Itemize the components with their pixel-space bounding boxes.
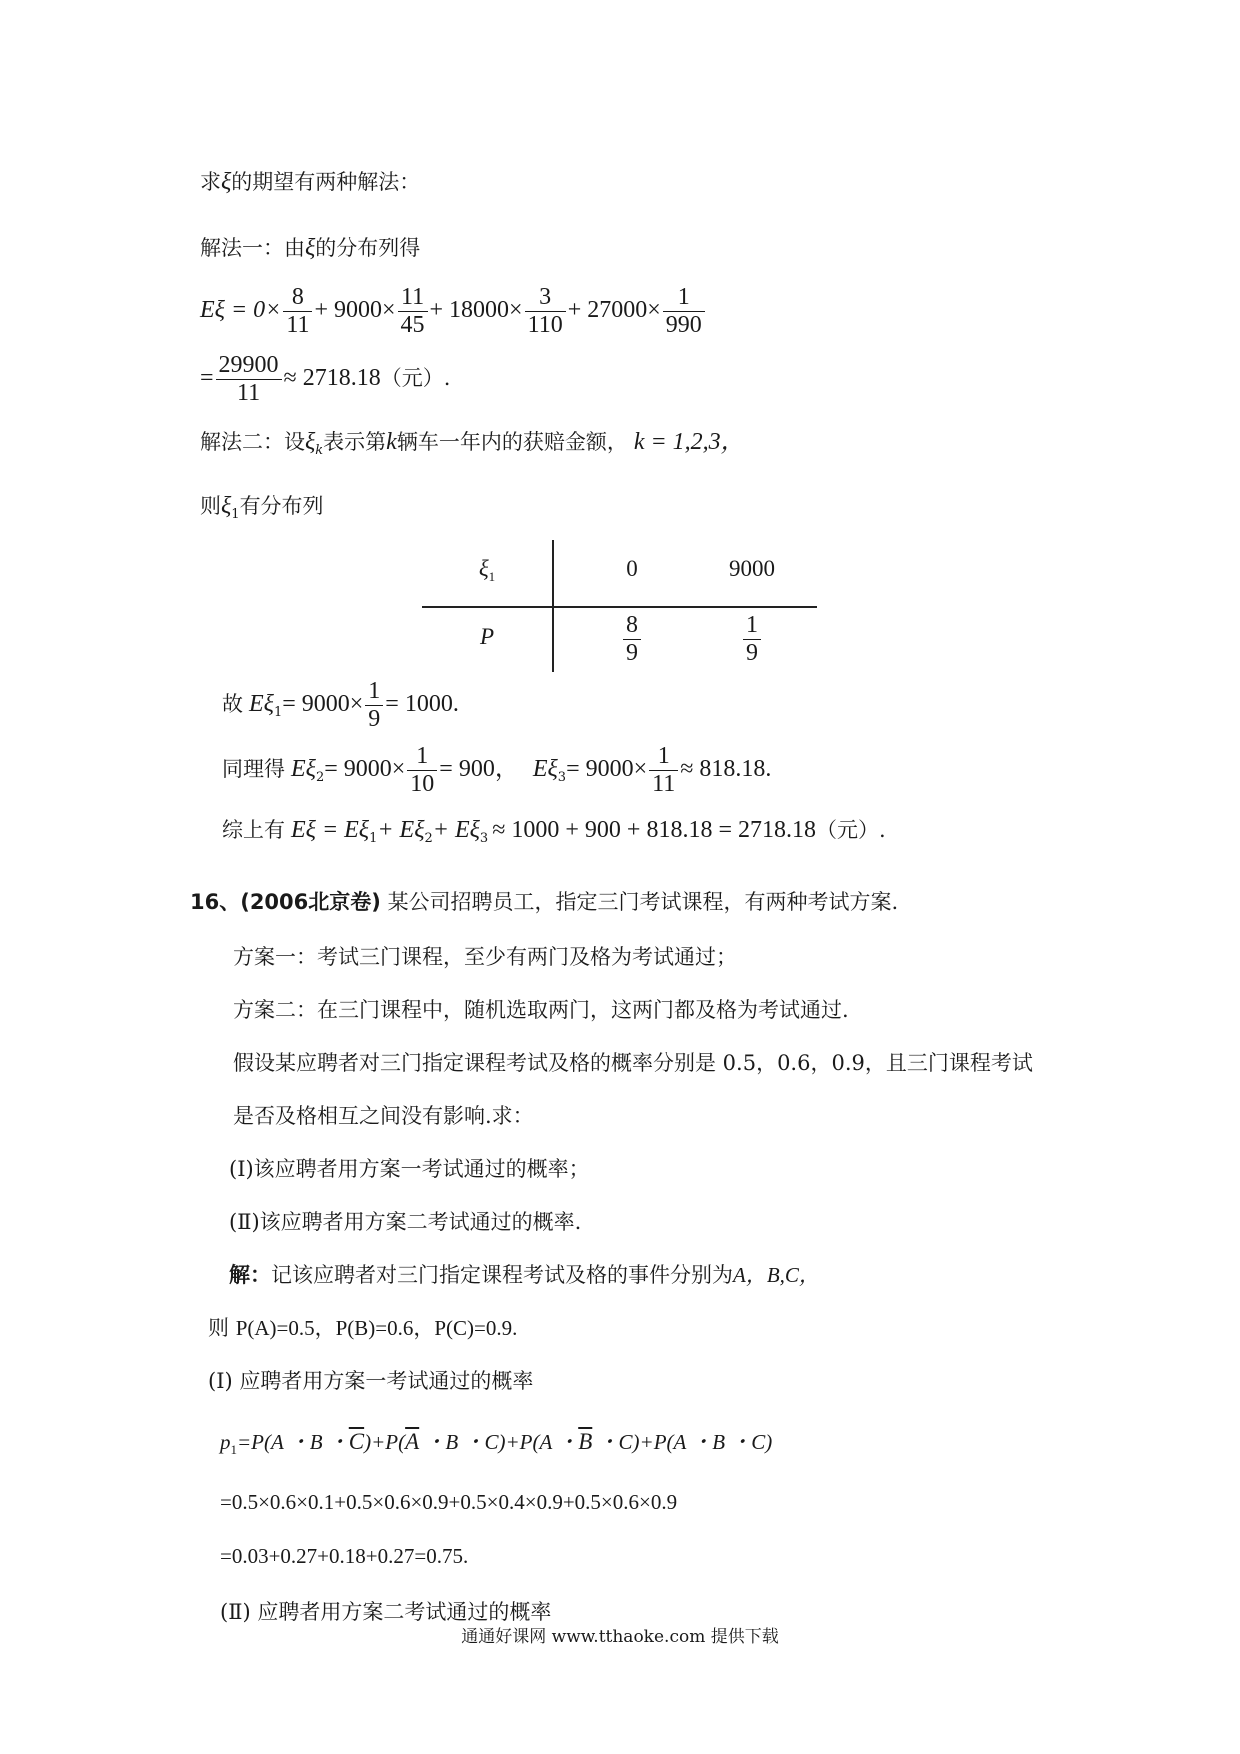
question-1: (Ⅰ)该应聘者用方案一考试通过的概率； — [229, 1157, 590, 1181]
calc-line-2: =0.03+0.27+0.18+0.27=0.75. — [220, 1544, 469, 1568]
expectation-formula-2: = $\frac{29900}{11}$ ≈ 2718.18（元）. — [200, 351, 451, 406]
solution-part-2: (Ⅱ) 应聘者用方案二考试通过的概率 — [220, 1600, 552, 1624]
question-2: (Ⅱ)该应聘者用方案二考试通过的概率. — [229, 1210, 582, 1234]
expectation-formula-1: Eξ = 0× $\frac{8}{11}$ + 9000× $\frac{11}{45}$ + 18000× $\frac{3}{110}$ + 27000× $\frac{1}{990}$ — [200, 282, 707, 339]
xi-symbol: ξ — [305, 235, 316, 261]
fraction: $\frac{3}{110}$ — [525, 284, 566, 339]
fraction: $\frac{29900}{11}$ — [216, 352, 282, 407]
method1-line: 解法一：由ξ的分布列得 — [200, 235, 421, 261]
problem-16-stem: 16、(2006北京卷) 某公司招聘员工，指定三门考试课程，有两种考试方案. — [190, 890, 899, 914]
plan2-line: 方案二：在三门课程中，随机选取两门，这两门都及格为考试通过. — [233, 998, 849, 1022]
solution-part-1: (Ⅰ) 应聘者用方案一考试通过的概率 — [208, 1369, 534, 1393]
assumption-line-2: 是否及格相互之间没有影响.求： — [233, 1104, 534, 1128]
table-row1-header: $\xi_1$ — [478, 556, 496, 584]
page-footer: 通通好课网 www.tthaoke.com 提供下载 — [461, 1627, 779, 1647]
table-cell-value-0: 0 — [626, 556, 638, 581]
zongshang-line: 综上有 $E\xi = E\xi_1+ E\xi_2+ E\xi_3 \approx 1000 + 900 + 818.18 = 2718.18$（元）. — [222, 817, 886, 846]
table-cell-prob-0: $\frac{8}{9}$ — [592, 612, 672, 667]
solution-label: 解： — [229, 1263, 271, 1287]
plan1-line: 方案一：考试三门课程，至少有两门及格为考试通过； — [233, 945, 737, 969]
problem-number: 16、(2006北京卷) — [190, 890, 381, 914]
p1-formula: $p_1=P(A$ ・B ・$\overline{C})+P(\overline{A}$ ・B ・C)+P(A ・$\overline{B}$ ・C)+P(A ・B ・C) — [220, 1429, 773, 1457]
distribution-table — [422, 540, 817, 672]
table-horizontal-line — [422, 606, 817, 608]
xi-symbol: ξ — [221, 169, 232, 195]
tongli-line: 同理得 $E\xi_2= 9000\times$ $\frac{1}{10}$ = 900， $E\xi_3= 9000\times$ $\frac{1}{11}$ ≈ 818.18. — [222, 743, 772, 797]
assumption-line-1: 假设某应聘者对三门指定课程考试及格的概率分别是 0.5，0.6，0.9，且三门课程考试 — [233, 1051, 1033, 1075]
table-cell-value-9000: 9000 — [729, 556, 775, 581]
table-cell-prob-9000: $\frac{1}{9}$ — [712, 612, 792, 667]
gu-line: 故 $E\xi_1= 9000\times$ $\frac{1}{9}$ = 1000. — [222, 678, 459, 732]
distribution-intro: 则$\xi_1$有分布列 — [200, 493, 324, 522]
solution-line-1: 解：记该应聘者对三门指定课程考试及格的事件分别为A，B,C， — [229, 1263, 820, 1287]
method2-line: 解法二：设$\xi_k$表示第k辆车一年内的获赔金额， k = 1,2,3， — [200, 429, 745, 458]
solution-line-2: 则 P(A)=0.5，P(B)=0.6，P(C)=0.9. — [208, 1316, 518, 1340]
fraction: $\frac{1}{990}$ — [663, 284, 705, 339]
table-row2-header: P — [479, 624, 495, 649]
intro-line: 求ξ的期望有两种解法： — [200, 169, 421, 195]
calc-line-1: =0.5×0.6×0.1+0.5×0.6×0.9+0.5×0.4×0.9+0.5×0.6×0.9 — [220, 1490, 678, 1514]
fraction: $\frac{11}{45}$ — [398, 284, 428, 339]
fraction: $\frac{8}{11}$ — [283, 284, 312, 339]
